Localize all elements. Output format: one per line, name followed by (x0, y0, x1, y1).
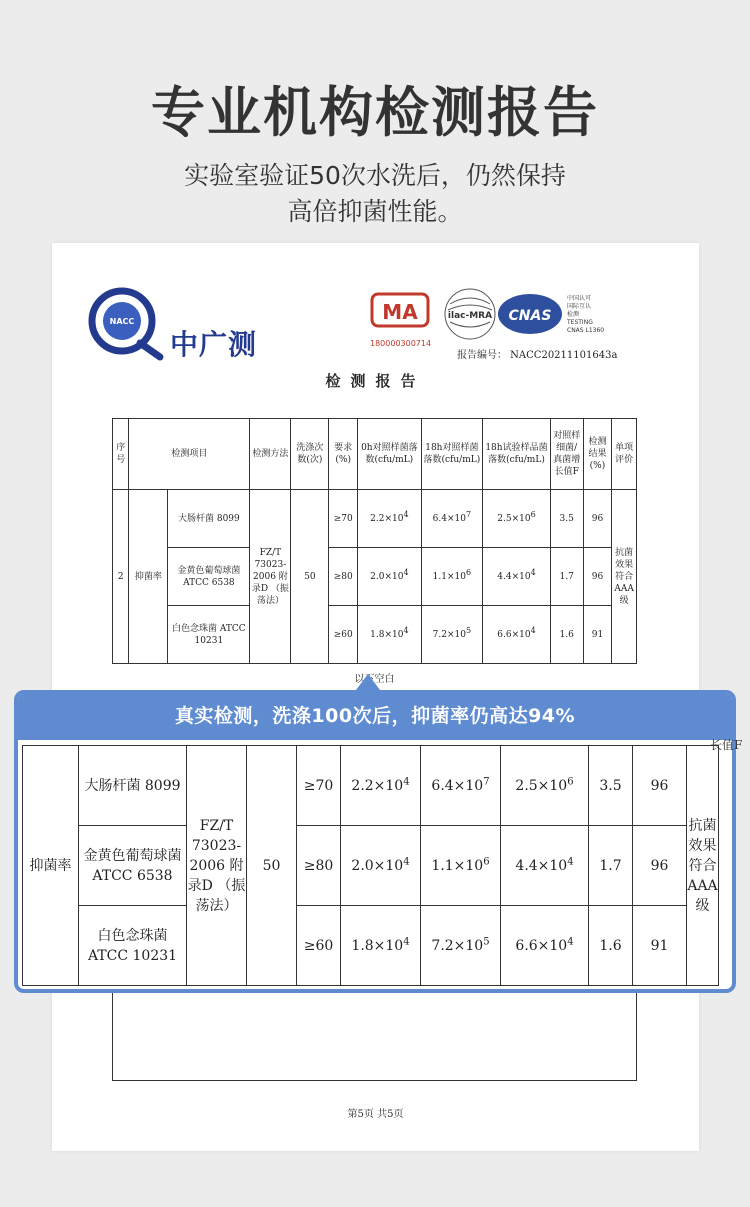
exponent: 7 (465, 509, 472, 519)
result-cell: 96 (633, 746, 687, 826)
table-row (23, 826, 719, 906)
header-cell: 序号 (113, 419, 129, 490)
callout-pointer (356, 674, 380, 690)
exponent: 6 (530, 509, 536, 519)
page-number: 第5页 共5页 (347, 1109, 404, 1120)
exponent: 4 (403, 625, 409, 635)
value: 1.8×10 (351, 937, 404, 954)
value: 2.2×10 (370, 513, 404, 524)
value: 2.5×10 (497, 513, 531, 524)
subline-1: 实验室验证50次水洗后，仍然保持 (184, 161, 566, 190)
peek-text: 长值F (710, 738, 743, 752)
req-cell: ≥60 (297, 906, 341, 986)
cnas-small-2: 国际互认 (567, 303, 592, 310)
c0-cell (341, 746, 421, 826)
brand-name: 中广测 (170, 328, 258, 361)
table-row (113, 548, 637, 606)
t18-cell (483, 548, 551, 606)
f-cell: 1.7 (550, 548, 583, 606)
c18-cell (421, 490, 483, 548)
exponent: 6 (567, 775, 574, 787)
t18-cell (501, 746, 589, 826)
callout-banner: 真实检测，洗涤100次后，抑菌率仍高达94% (18, 694, 732, 740)
header-cell: 18h试验样品菌落数(cfu/mL) (483, 419, 551, 490)
organism-cell: 大肠杆菌 8099 (79, 746, 187, 826)
table-row (23, 906, 719, 986)
report-table (112, 418, 637, 664)
header-cell: 对照样细菌/真菌增长值F (550, 419, 583, 490)
value: 2.0×10 (351, 857, 404, 874)
exponent: 5 (465, 625, 472, 635)
t18-cell (501, 906, 589, 986)
evaluation-cell: 抗菌效果符合AAA级 (687, 746, 719, 986)
value: 7.2×10 (432, 629, 466, 640)
cma-mark-icon (372, 294, 428, 326)
value: 1.1×10 (431, 857, 484, 874)
value: 2.5×10 (515, 777, 568, 794)
cnas-small-text (567, 295, 604, 335)
header-cell: 要求(%) (329, 419, 358, 490)
value: 6.4×10 (432, 513, 466, 524)
document-title: 检测报告 (325, 372, 426, 390)
header-cell: 检测项目 (129, 419, 250, 490)
c0-cell (358, 490, 422, 548)
c18-cell (421, 606, 483, 664)
c18-cell (421, 826, 501, 906)
req-cell: ≥80 (329, 548, 358, 606)
t18-cell (483, 606, 551, 664)
c18-cell (421, 746, 501, 826)
req-cell: ≥80 (297, 826, 341, 906)
t18-cell (501, 826, 589, 906)
evaluation-cell: 抗菌效果符合AAA级 (612, 490, 637, 664)
header-cell: 检测方法 (250, 419, 291, 490)
cma-number: 180000300714 (370, 339, 432, 348)
item-cell: 抑菌率 (23, 746, 79, 986)
table-row (113, 490, 637, 548)
result-cell: 96 (583, 548, 612, 606)
organism-cell: 白色念珠菌 ATCC 10231 (79, 906, 187, 986)
exponent: 4 (403, 567, 409, 577)
cnas-small-4: TESTING (567, 319, 593, 326)
organism-cell: 金黄色葡萄球菌 ATCC 6538 (168, 548, 250, 606)
cnas-mark-icon (498, 294, 562, 334)
value: 6.4×10 (431, 777, 484, 794)
value: 6.6×10 (515, 937, 568, 954)
ilac-mra-icon (445, 289, 495, 339)
ilac-label: ilac-MRA (447, 311, 493, 321)
value: 6.6×10 (497, 629, 531, 640)
value: 2.0×10 (370, 571, 404, 582)
table-header-row (113, 419, 637, 490)
value: 1.1×10 (432, 571, 466, 582)
exponent: 4 (403, 935, 410, 947)
f-cell: 1.7 (589, 826, 633, 906)
header-cell: 18h对照样菌落数(cfu/mL) (421, 419, 483, 490)
wash-cell: 50 (247, 746, 297, 986)
exponent: 4 (530, 567, 536, 577)
subline-2: 高倍抑菌性能。 (287, 197, 463, 226)
header-cell: 单项评价 (612, 419, 637, 490)
c0-cell (358, 548, 422, 606)
exponent: 4 (403, 509, 409, 519)
blank-note: 以下空白 (354, 674, 395, 685)
logo-label: NACC (109, 317, 135, 326)
value: 7.2×10 (431, 937, 484, 954)
c0-cell (358, 606, 422, 664)
cnas-small-1: 中国认可 (567, 295, 592, 302)
cnas-small-5: CNAS L1360 (567, 327, 605, 334)
table-row (23, 746, 719, 826)
header-cell: 0h对照样菌落数(cfu/mL) (358, 419, 422, 490)
organism-cell: 金黄色葡萄球菌 ATCC 6538 (79, 826, 187, 906)
cma-label: MA (382, 300, 418, 324)
value: 1.8×10 (370, 629, 404, 640)
c18-cell (421, 548, 483, 606)
result-cell: 96 (583, 490, 612, 548)
result-cell: 96 (633, 826, 687, 906)
exponent: 4 (403, 855, 410, 867)
f-cell: 1.6 (589, 906, 633, 986)
f-cell: 3.5 (550, 490, 583, 548)
c0-cell (341, 906, 421, 986)
exponent: 6 (465, 567, 472, 577)
exponent: 4 (403, 775, 410, 787)
exponent: 4 (530, 625, 536, 635)
cnas-small-3: 检测 (567, 311, 580, 318)
zoomed-table (22, 745, 719, 986)
value: 2.2×10 (351, 777, 404, 794)
c18-cell (421, 906, 501, 986)
zoom-callout (14, 690, 736, 993)
header-cell: 检测结果(%) (583, 419, 612, 490)
organism-cell: 白色念珠菌 ATCC 10231 (168, 606, 250, 664)
method-cell: FZ/T 73023-2006 附录D （振荡法） (187, 746, 247, 986)
cnas-label: CNAS (508, 308, 552, 324)
table-row (113, 606, 637, 664)
exponent: 7 (483, 775, 490, 787)
item-cell: 抑菌率 (129, 490, 168, 664)
result-cell: 91 (633, 906, 687, 986)
t18-cell (483, 490, 551, 548)
f-cell: 1.6 (550, 606, 583, 664)
organism-cell: 大肠杆菌 8099 (168, 490, 250, 548)
f-cell: 3.5 (589, 746, 633, 826)
exponent: 4 (567, 935, 574, 947)
value: 4.4×10 (497, 571, 531, 582)
value: 4.4×10 (515, 857, 568, 874)
req-cell: ≥70 (297, 746, 341, 826)
header-cell: 洗涤次数(次) (291, 419, 329, 490)
exponent: 5 (483, 935, 490, 947)
result-cell: 91 (583, 606, 612, 664)
report-number: 报告编号： NACC20211101643a (457, 350, 618, 361)
seq-cell: 2 (113, 490, 129, 664)
wash-cell: 50 (291, 490, 329, 664)
method-cell: FZ/T 73023-2006 附录D （振荡法） (250, 490, 291, 664)
c0-cell (341, 826, 421, 906)
req-cell: ≥70 (329, 490, 358, 548)
page-headline: 专业机构检测报告 (151, 81, 599, 144)
req-cell: ≥60 (329, 606, 358, 664)
page-subline (0, 158, 750, 230)
exponent: 4 (567, 855, 574, 867)
exponent: 6 (483, 855, 490, 867)
